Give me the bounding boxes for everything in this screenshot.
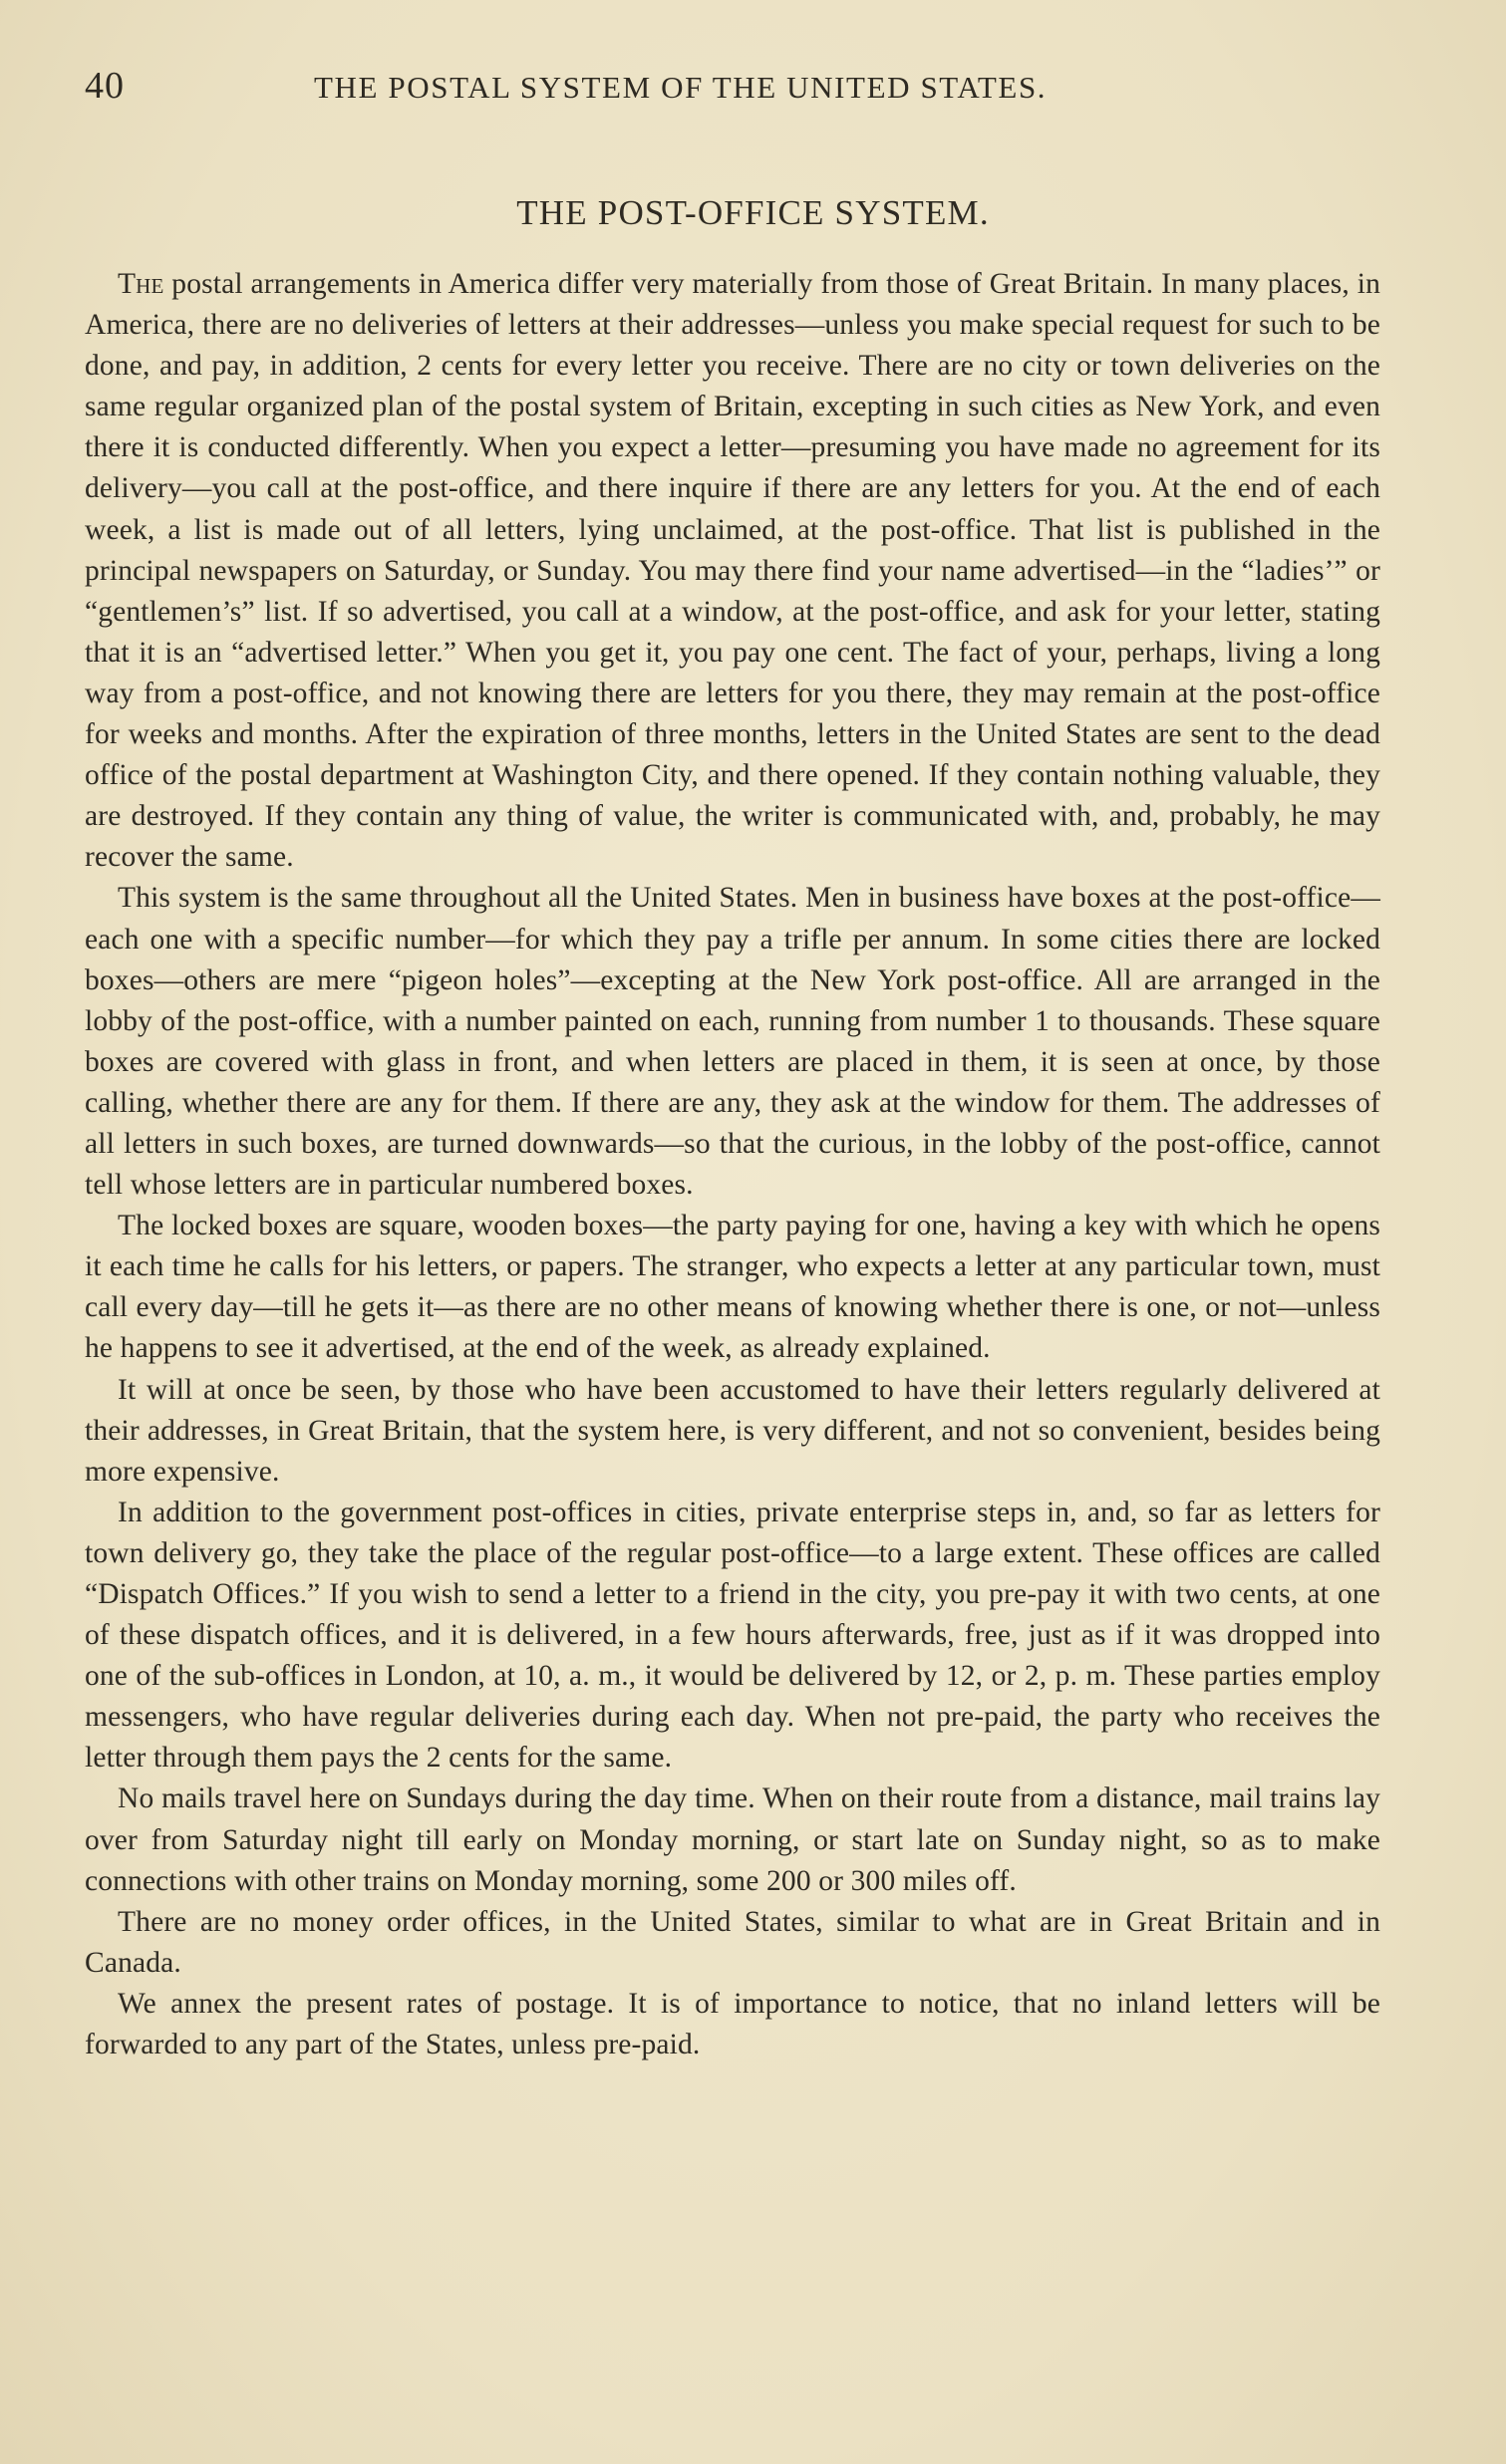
paragraph-2: This system is the same throughout all the United States. Men in business have boxes at the post-office—each one with a specific number—for which they pay a trifle per annum. In some cities there are locked boxes—others are mere “pigeon holes”—excepting at the New York post-office. All are arranged in the lobby of the post-office, with a number painted on each, running from number 1 to thousands. These square boxes are covered with glass in front, and when letters are placed in them, it is seen at once, by those calling, whether there are any for them. If there are any, they ask at the window for them. The addresses of all letters in such boxes, are turned downwards—so that the curious, in the lobby of the post-office, cannot tell whose letters are in particular numbered boxes. — [85, 882, 1380, 1202]
paragraph-4: It will at once be seen, by those who have been accustomed to have their letters regularly delivered at their addresses, in Great Britain, that the system here, is very different, and not so convenient, besides being more expensive. — [85, 1373, 1380, 1488]
paragraph-1 — [85, 264, 1380, 878]
paragraph-8: We annex the present rates of postage. It is of importance to notice, that no inland letters will be forwarded to any part of the States, unless pre-paid. — [85, 1987, 1380, 2061]
running-header — [85, 64, 1380, 114]
paragraph-5: In addition to the government post-offices in cities, private enterprise steps in, and, so far as letters for town delivery go, they take the place of the regular post-office—to a large extent. These offices are called “Dispatch Offices.” If you wish to send a letter to a friend in the city, you pre-pay it with two cents, at one of these dispatch offices, and it is delivered, in a few hours afterwards, free, just as if it was dropped into one of the sub-offices in London, at 10, a. m., it would be delivered by 12, or 2, p. m. These parties employ messengers, who have regular deliveries during each day. When not pre-paid, the party who receives the letter through them pays the 2 cents for the same. — [85, 1496, 1380, 1775]
body-text — [85, 264, 1380, 2065]
paragraph-text: postal arrangements in America differ very materially from those of Great Britain. In many places, in America, there are no deliveries of letters at their addresses—unless you make special request for such to be done, and pay, in addition, 2 cents for every letter you receive. There are no city or town deliveries on the same regular organized plan of the postal system of Britain, excepting in such cities as New York, and even there it is conducted differently. When you expect a letter—presuming you have made no agreement for its delivery—you call at the post-office, and there inquire if there are any letters for you. At the end of each week, a list is made out of all letters, lying unclaimed, at the post-office. That list is published in the principal newspapers on Saturday, or Sunday. You may there find your name advertised—in the “ladies’” or “gentlemen’s” list. If so advertised, you call at a window, at the post-office, and ask for your letter, stating that it is an “advertised letter.” When you get it, you pay one cent. The fact of your, perhaps, living a long way from a post-office, and not knowing there are letters for you there, they may remain at the post-office for weeks and months. After the expiration of three months, letters in the United States are sent to the dead office of the postal department at Washington City, and there opened. If they contain nothing valuable, they are destroyed. If they contain any thing of value, the writer is communicated with, and, probably, he may recover the same. — [85, 268, 1380, 874]
paragraph-3: The locked boxes are square, wooden boxes—the party paying for one, having a key with which he opens it each time he calls for his letters, or papers. The stranger, who expects a letter at any particular town, must call every day—till he gets it—as there are no other means of knowing whether there is one, or not—unless he happens to see it advertised, at the end of the week, as already explained. — [85, 1210, 1380, 1365]
paragraph-lead-word: The — [118, 268, 164, 300]
paragraph-6: No mails travel here on Sundays during the day time. When on their route from a distance, mail trains lay over from Saturday night till early on Monday morning, or start late on Sunday night, so as to make connections with other trains on Monday morning, some 200 or 300 miles off. — [85, 1782, 1380, 1897]
paragraph-7: There are no money order offices, in the United States, similar to what are in Great Britain and in Canada. — [85, 1905, 1380, 1979]
section-title: THE POST-OFFICE SYSTEM. — [516, 193, 990, 232]
page-number: 40 — [85, 65, 125, 107]
running-title: THE POSTAL SYSTEM OF THE UNITED STATES. — [314, 70, 1048, 105]
